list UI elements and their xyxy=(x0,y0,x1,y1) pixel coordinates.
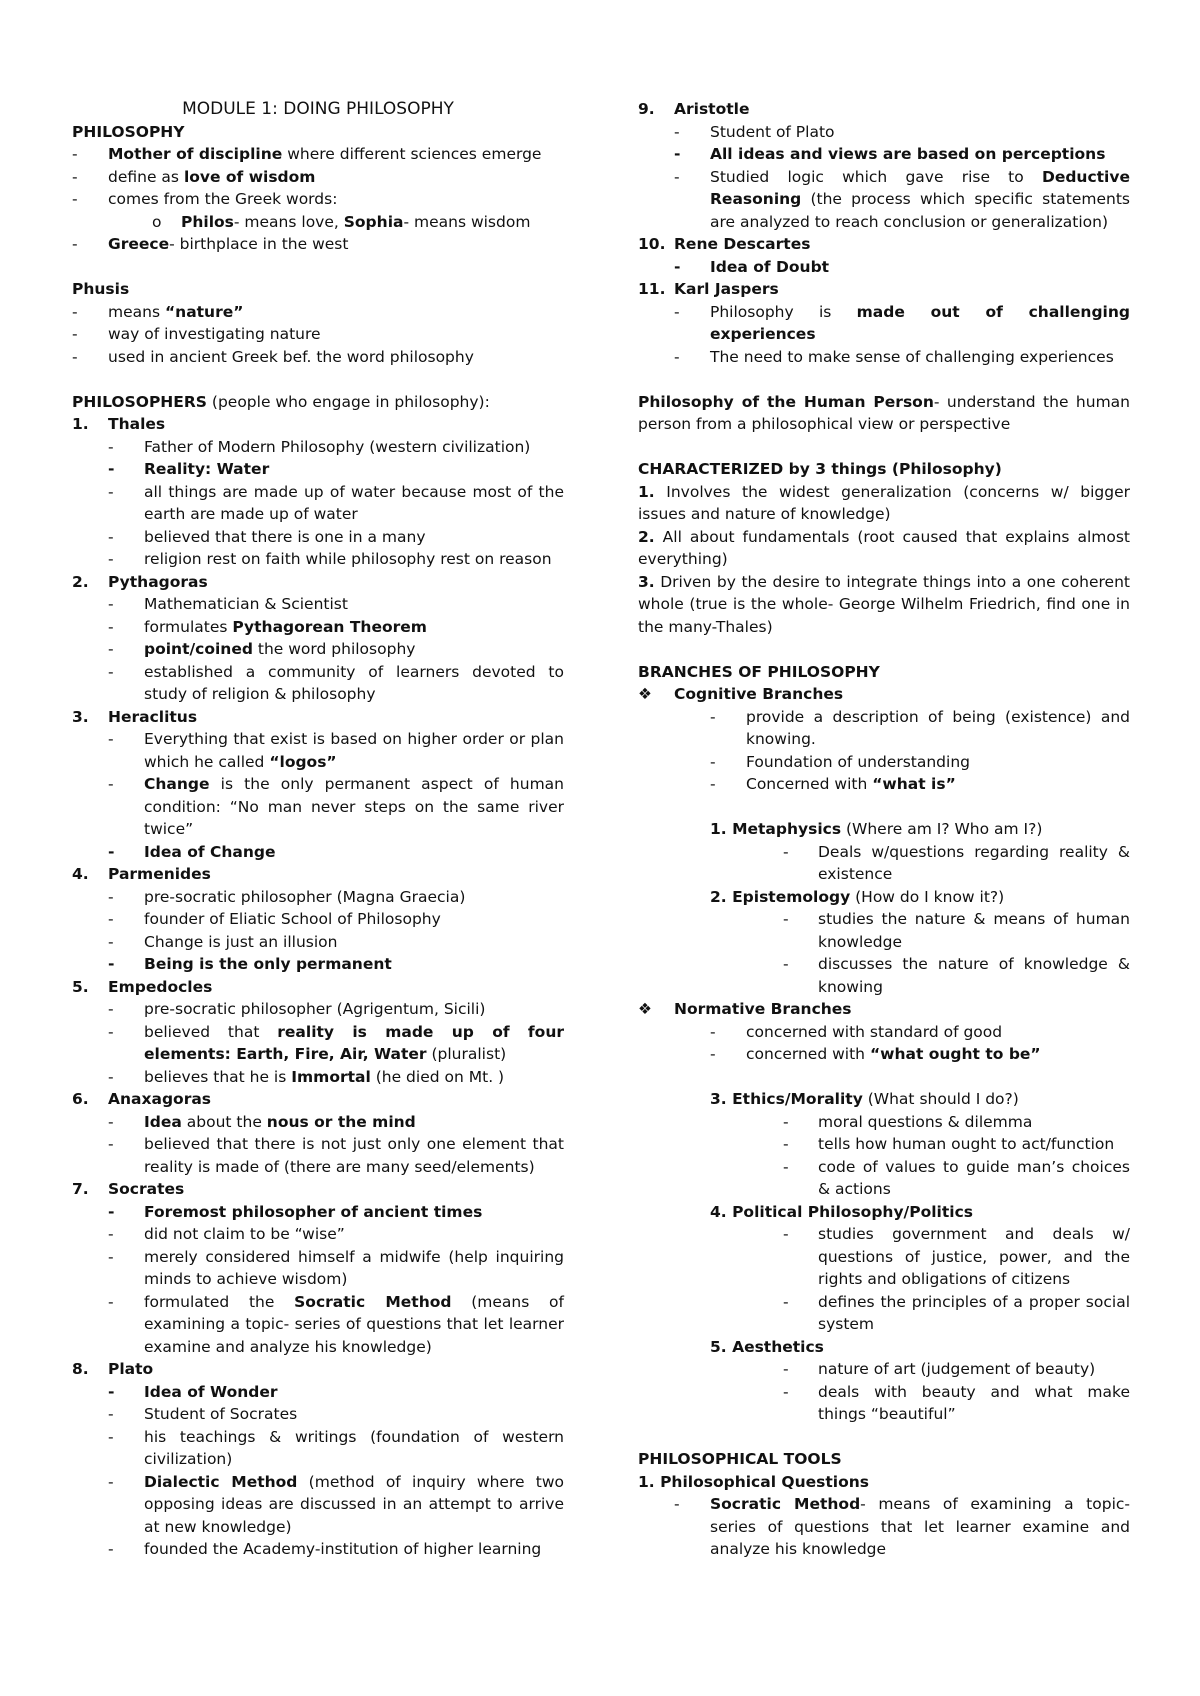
list-item: - Deals w/questions regarding reality & existence xyxy=(638,841,1130,886)
list-item: - concerned with “what ought to be” xyxy=(638,1043,1130,1066)
list-item: - formulates Pythagorean Theorem xyxy=(72,616,564,639)
section-heading-phusis: Phusis xyxy=(72,280,130,298)
list-item: - Student of Socrates xyxy=(72,1403,564,1426)
list-item: - Idea of Change xyxy=(72,841,564,864)
list-item: - Change is the only permanent aspect of human condition: “No man never steps on the same river twice” xyxy=(72,773,564,841)
list-item: - Being is the only permanent xyxy=(72,953,564,976)
philosopher-socrates: 7. Socrates xyxy=(72,1180,185,1198)
philosopher-empedocles: 5. Empedocles xyxy=(72,977,213,996)
list-item: - merely considered himself a midwife (help inquiring minds to achieve wisdom) xyxy=(72,1246,564,1291)
list-item: - nature of art (judgement of beauty) xyxy=(638,1358,1130,1381)
list-item: - believed that there is one in a many xyxy=(72,526,564,549)
section-heading-characterized: CHARACTERIZED by 3 things (Philosophy) xyxy=(638,460,1002,478)
bullet: - comes from the Greek words: xyxy=(72,188,564,211)
diamond-bullet-icon: ❖ xyxy=(638,1000,652,1018)
section-heading-philosophy: PHILOSOPHY xyxy=(72,122,185,141)
list-item: - moral questions & dilemma xyxy=(638,1111,1130,1134)
bullet: - Mother of discipline where different sciences emerge xyxy=(72,143,564,166)
list-item: - The need to make sense of challenging experiences xyxy=(638,346,1130,369)
branch-ethics: 3. Ethics/Morality (What should I do?) xyxy=(710,1090,1019,1108)
philosopher-anaxagoras: 6. Anaxagoras xyxy=(72,1090,212,1108)
list-item: - pre-socratic philosopher (Agrigentum, Sicili) xyxy=(72,998,564,1021)
section-heading-tools: PHILOSOPHICAL TOOLS xyxy=(638,1450,842,1468)
philosopher-parmenides: 4. Parmenides xyxy=(72,865,211,883)
characteristic-2: 2. All about fundamentals (root caused that explains almost everything) xyxy=(638,527,1130,568)
left-column xyxy=(72,98,564,1561)
list-item: - point/coined the word philosophy xyxy=(72,638,564,661)
philosopher-aristotle: 9. Aristotle xyxy=(638,100,750,118)
philosopher-heraclitus: 3. Heraclitus xyxy=(72,707,198,726)
branch-politics: 4. Political Philosophy/Politics xyxy=(710,1202,973,1221)
list-item: - defines the principles of a proper social system xyxy=(638,1291,1130,1336)
list-item: - studies the nature & means of human knowledge xyxy=(638,908,1130,953)
list-item: - discusses the nature of knowledge & knowing xyxy=(638,953,1130,998)
branch-epistemology: 2. Epistemology (How do I know it?) xyxy=(710,887,1005,906)
characteristic-1: 1. Involves the widest generalization (concerns w/ bigger issues and nature of knowledge) xyxy=(638,482,1130,523)
list-item: - religion rest on faith while philosophy rest on reason xyxy=(72,548,564,571)
branch-aesthetics: 5. Aesthetics xyxy=(710,1337,824,1356)
philosopher-thales: 1. Thales xyxy=(72,415,166,433)
list-item: - believed that there is not just only one element that reality is made of (there are many seed/elements) xyxy=(72,1133,564,1178)
list-item: - founder of Eliatic School of Philosophy xyxy=(72,908,564,931)
list-item: - believes that he is Immortal (he died on Mt. ) xyxy=(72,1066,564,1089)
list-item: - code of values to guide man’s choices & actions xyxy=(638,1156,1130,1201)
bullet: - way of investigating nature xyxy=(72,323,564,346)
section-heading-branches: BRANCHES OF PHILOSOPHY xyxy=(638,662,880,681)
list-item: - formulated the Socratic Method (means of examining a topic- series of questions that let learner examine and analyze his knowledge) xyxy=(72,1291,564,1359)
module-title: MODULE 1: DOING PHILOSOPHY xyxy=(182,99,454,119)
list-item: - did not claim to be “wise” xyxy=(72,1223,564,1246)
philosopher-plato: 8. Plato xyxy=(72,1360,154,1378)
list-item: - Student of Plato xyxy=(638,121,1130,144)
philosopher-pythagoras: 2. Pythagoras xyxy=(72,572,208,591)
list-item: - deals with beauty and what make things “beautiful” xyxy=(638,1381,1130,1426)
list-item: - Idea of Wonder xyxy=(72,1381,564,1404)
list-item: - Idea about the nous or the mind xyxy=(72,1111,564,1134)
list-item: - established a community of learners devoted to study of religion & philosophy xyxy=(72,661,564,706)
list-item: - concerned with standard of good xyxy=(638,1021,1130,1044)
branch-metaphysics: 1. Metaphysics (Where am I? Who am I?) xyxy=(710,820,1043,838)
characteristic-3: 3. Driven by the desire to integrate things into a one coherent whole (true is the whole- George Wilhelm Friedrich, find one in the many-Thales) xyxy=(638,572,1130,636)
list-item: - Foremost philosopher of ancient times xyxy=(72,1201,564,1224)
list-item: - Father of Modern Philosophy (western civilization) xyxy=(72,436,564,459)
list-item: - Studied logic which gave rise to Deductive Reasoning (the process which specific statements are analyzed to reach conclusion or generalization) xyxy=(638,166,1130,234)
list-item: - all things are made up of water because most of the earth are made up of water xyxy=(72,481,564,526)
list-item: - studies government and deals w/ questions of justice, power, and the rights and obligations of citizens xyxy=(638,1223,1130,1291)
list-item: - provide a description of being (existence) and knowing. xyxy=(638,706,1130,751)
list-item: - his teachings & writings (foundation of western civilization) xyxy=(72,1426,564,1471)
bullet: - means “nature” xyxy=(72,301,564,324)
list-item: - Concerned with “what is” xyxy=(638,773,1130,796)
tools-subheading: 1. Philosophical Questions xyxy=(638,1472,869,1491)
philosopher-jaspers: 11. Karl Jaspers xyxy=(638,280,779,298)
list-item: - Dialectic Method (method of inquiry where two opposing ideas are discussed in an attempt to arrive at new knowledge) xyxy=(72,1471,564,1539)
right-column xyxy=(638,98,1130,1561)
list-item: - All ideas and views are based on perceptions xyxy=(638,143,1130,166)
list-item: - Idea of Doubt xyxy=(638,256,1130,279)
list-item: - Philosophy is made out of challenging experiences xyxy=(638,301,1130,346)
human-person-definition: Philosophy of the Human Person- understand the human person from a philosophical view or perspective xyxy=(638,392,1130,433)
bullet: - used in ancient Greek bef. the word philosophy xyxy=(72,346,564,369)
list-item: - Socratic Method- means of examining a topic- series of questions that let learner examine and analyze his knowledge xyxy=(638,1493,1130,1561)
normative-branches-heading: ❖ Normative Branches xyxy=(638,998,1130,1021)
list-item: - Change is just an illusion xyxy=(72,931,564,954)
bullet: - define as love of wisdom xyxy=(72,166,564,189)
list-item: - pre-socratic philosopher (Magna Graecia) xyxy=(72,886,564,909)
list-item: - believed that reality is made up of four elements: Earth, Fire, Air, Water (pluralist) xyxy=(72,1021,564,1066)
cognitive-branches-heading: ❖ Cognitive Branches xyxy=(638,683,1130,706)
sub-bullet: o Philos- means love, Sophia- means wisdom xyxy=(72,211,564,234)
section-heading-philosophers: PHILOSOPHERS (people who engage in philosophy): xyxy=(72,392,490,411)
diamond-bullet-icon: ❖ xyxy=(638,685,652,703)
list-item: - founded the Academy-institution of higher learning xyxy=(72,1538,564,1561)
list-item: - Everything that exist is based on higher order or plan which he called “logos” xyxy=(72,728,564,773)
list-item: - Foundation of understanding xyxy=(638,751,1130,774)
list-item: - Reality: Water xyxy=(72,458,564,481)
philosopher-descartes: 10. Rene Descartes xyxy=(638,235,811,253)
list-item: - tells how human ought to act/function xyxy=(638,1133,1130,1156)
list-item: - Mathematician & Scientist xyxy=(72,593,564,616)
bullet: - Greece- birthplace in the west xyxy=(72,233,564,256)
